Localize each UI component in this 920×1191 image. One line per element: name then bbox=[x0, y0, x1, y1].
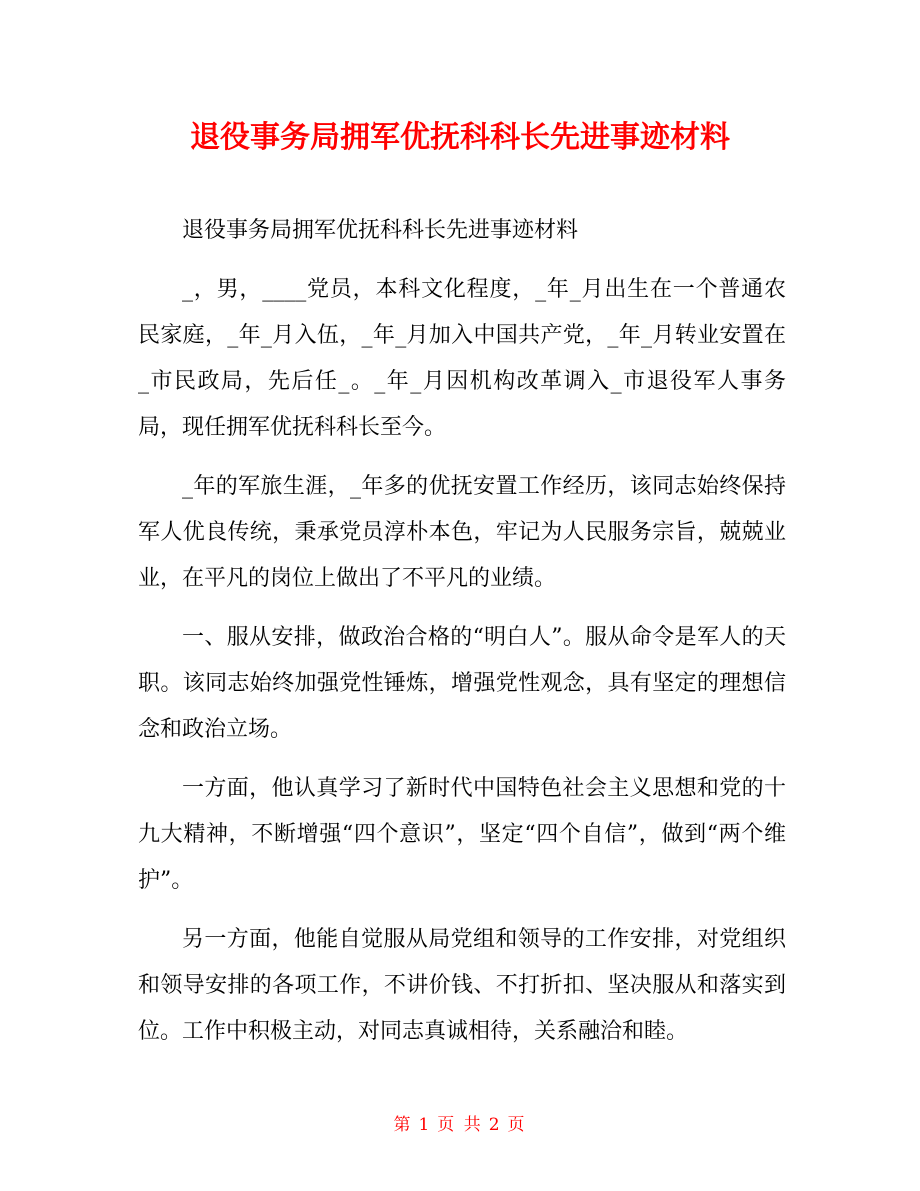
footer-middle: 页 共 bbox=[437, 1115, 483, 1135]
paragraph-heading: 退役事务局拥军优抚科科长先进事迹材料 bbox=[182, 218, 579, 243]
paragraph-summary: _年的军旅生涯，_年多的优抚安置工作经历，该同志始终保持军人优良传统，秉承党员淳朴本色，牢记为人民服务宗旨，兢兢业业，在平凡的岗位上做出了不平凡的业绩。 bbox=[138, 474, 786, 591]
footer-total-pages: 2 bbox=[488, 1115, 502, 1135]
footer-suffix: 页 bbox=[507, 1115, 527, 1135]
paragraph-second-aspect: 另一方面，他能自觉服从局党组和领导的工作安排，对党组织和领导安排的各项工作，不讲价钱、不打折扣、坚决服从和落实到位。工作中积极主动，对同志真诚相待，关系融洽和睦。 bbox=[138, 927, 786, 1044]
paragraph-first-aspect: 一方面，他认真学习了新时代中国特色社会主义思想和党的十九大精神，不断增强“四个意识”，坚定“四个自信”，做到“两个维护”。 bbox=[138, 776, 786, 893]
page-title: 退役事务局拥军优抚科科长先进事迹材料 bbox=[190, 120, 730, 155]
footer-prefix: 第 bbox=[393, 1115, 413, 1135]
paragraph-profile: _，男，____党员，本科文化程度，_年_月出生在一个普通农民家庭，_年_月入伍，_年_月加入中国共产党，_年_月转业安置在_市民政局，先后任_。_年_月因机构改革调入_市退役军人事务局，现任拥军优抚科科长至今。 bbox=[138, 277, 786, 440]
footer-current-page: 1 bbox=[418, 1115, 432, 1135]
page-footer bbox=[0, 1110, 920, 1140]
paragraph-section-one: 一、服从安排，做政治合格的“明白人”。服从命令是军人的天职。该同志始终加强党性锤炼，增强党性观念，具有坚定的理想信念和政治立场。 bbox=[138, 625, 786, 742]
document-body bbox=[138, 208, 786, 1068]
